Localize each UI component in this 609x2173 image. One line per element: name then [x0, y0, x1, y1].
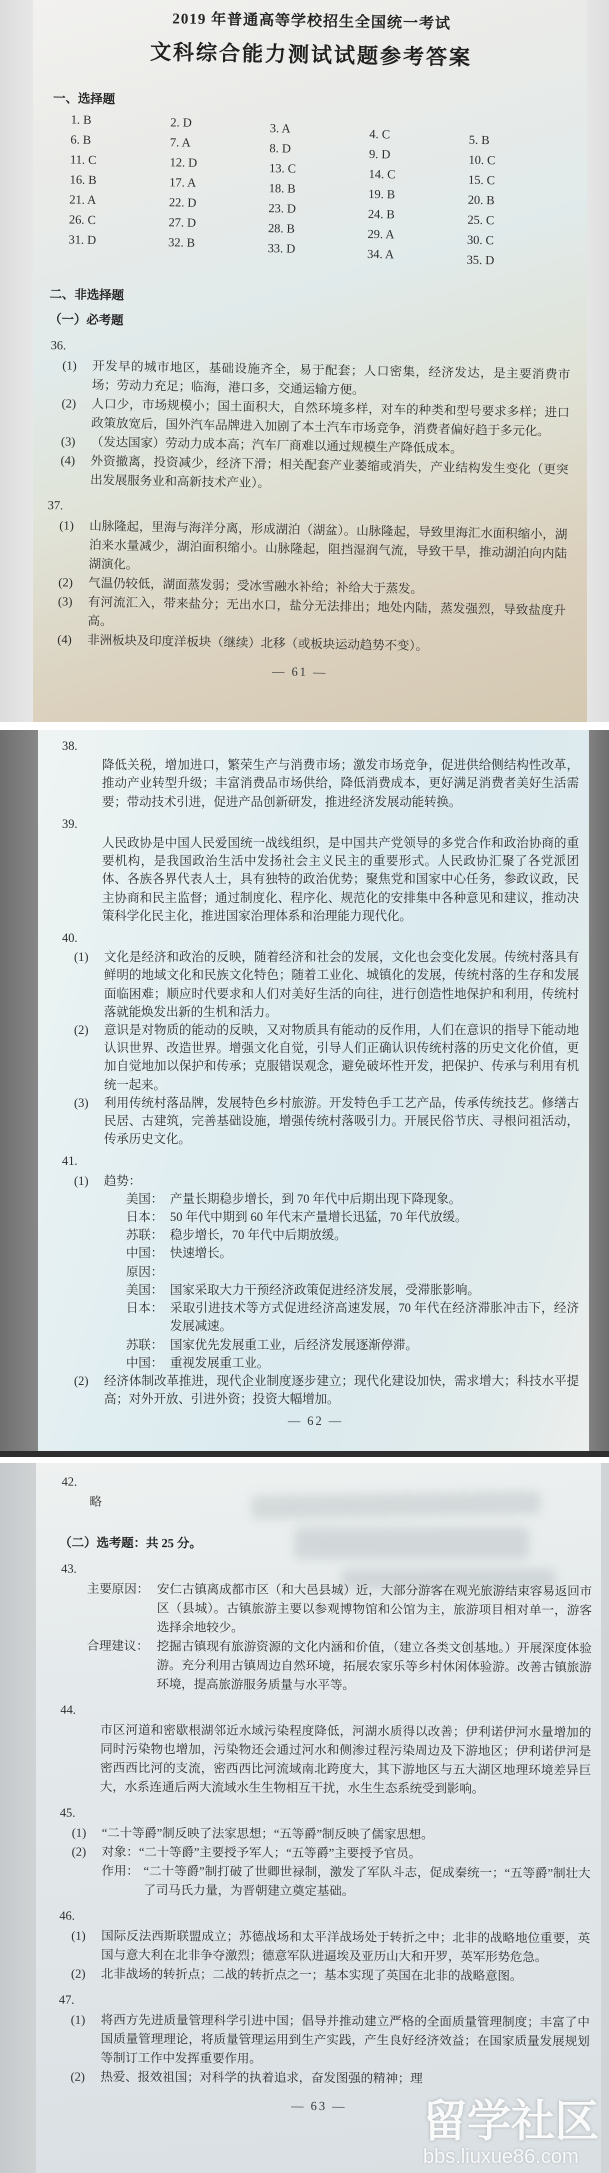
item-tag: (3) — [60, 434, 76, 449]
item-tag: (4) — [57, 632, 72, 647]
answer-text — [126, 1336, 579, 1354]
item-tag: (2) — [61, 396, 77, 411]
photo-page-61 — [0, 0, 609, 722]
answer-text — [74, 1021, 579, 1094]
item-text: 气温仍较低，湖面蒸发弱；受冰雪融水补给；补给大于蒸发。 — [88, 575, 423, 597]
answer-text — [74, 948, 579, 1021]
answer-text — [126, 1354, 579, 1372]
item-tag: 苏联： — [126, 1337, 164, 1352]
item-text: 对象：“二十等爵”主要授予军人；“五等爵”主要授予官员。 — [101, 1844, 422, 1861]
answer-text — [126, 1208, 579, 1226]
choice-answer: 33. D — [267, 241, 296, 256]
answer-text — [71, 1965, 590, 1987]
item-tag: 主要原因： — [87, 1581, 150, 1597]
answer-text — [70, 2068, 589, 2090]
item-text: 经济体制改革推进，现代企业制度逐步建立；现代化建设加快，需求增大；科技水平提高；对外开放、引进外资；投资大幅增加。 — [104, 1373, 579, 1407]
item-text: 快速增长。 — [170, 1246, 232, 1261]
choice-answer: 27. D — [168, 215, 197, 230]
item-text: 非洲板块及印度洋板块（继续）北移（或板块运动趋势不变）。 — [87, 632, 429, 654]
choice-answer: 10. C — [468, 152, 496, 168]
choice-answer: 11. C — [69, 152, 97, 167]
section-heading: （二）选考题：共 25 分。 — [59, 1535, 202, 1551]
choice-answer-column — [466, 118, 568, 273]
item-text: 山脉隆起，里海与海洋分离，形成湖泊（湖盆）。山脉隆起，导致里海汇水面积缩小，湖泊来水量减少，湖泊面积缩小。山脉隆起，阻挡湿润气流，导致干旱，推动湖泊向内陆湖演化。 — [88, 518, 568, 572]
choice-answer: 15. C — [468, 172, 496, 188]
item-text: 文化是经济和政治的反映，随着经济和社会的发展，文化也会变化发展。传统村落具有鲜明的地域文化和民族文化特色；随着工业化、城镇化的发展，传统村落的生存和发展面临困难；顺应时代要求和人们对美好生活的向往，进行创造性地保护和利用，传统村落就能焕发出新的生机和活力。 — [104, 950, 579, 1019]
choice-answer: 7. A — [169, 135, 191, 150]
answer-text — [71, 2011, 590, 2071]
choice-answer: 12. D — [169, 155, 198, 170]
item-text: 热爱、报效祖国；对科学的执着追求，奋发图强的精神；理 — [100, 2069, 423, 2086]
item-tag: (1) — [62, 358, 77, 373]
item-tag: (1) — [71, 1928, 86, 1943]
item-tag: (3) — [57, 594, 73, 609]
choice-answer: 2. D — [170, 115, 192, 130]
choice-answer: 31. D — [68, 232, 97, 247]
item-text: 北非战场的转折点；二战的转折点之一；基本实现了英国在北非的战略意图。 — [100, 1966, 523, 1984]
item-text: 开发早的城市地区，基础设施齐全，易于配套；人口密集，经济发达，是主要消费市场；劳动力充足；临海，港口多，交通运输方便。 — [91, 358, 571, 397]
item-tag: (2) — [71, 1844, 87, 1859]
photo-page-63 — [0, 1463, 609, 2173]
item-tag: 美国： — [126, 1282, 164, 1297]
choice-answer: 4. C — [369, 126, 391, 142]
item-text: 国家优先发展重工业，后经济发展逐渐停滞。 — [170, 1337, 418, 1352]
answer-text — [126, 1263, 579, 1281]
paper-63 — [36, 1463, 601, 2173]
answer-text: 降低关税，增加进口，繁荣生产与消费市场；激发市场竞争，促进供给侧结构性改革，推动产业转型升级；丰富消费品市场供给，降低消费成本，更好满足消费者美好生活需要；带动技术引进，促进产品创新研发，推进经济发展动能转换。 — [102, 758, 579, 809]
answer-text — [101, 1862, 590, 1903]
answer-text — [74, 1094, 579, 1149]
section-heading: 二、非选择题 — [49, 287, 125, 303]
choice-answer: 8. D — [269, 141, 291, 156]
choice-answer: 19. B — [368, 186, 396, 202]
choice-answer-grid — [68, 110, 569, 272]
choice-answer: 23. D — [268, 201, 297, 216]
answer-text: 略 — [89, 1494, 102, 1509]
watermark-site-url: bbs.liuxue86.com — [423, 2146, 579, 2168]
item-text — [170, 1263, 579, 1281]
choice-answer-column — [168, 112, 270, 267]
page-content-63 — [36, 1463, 601, 2117]
choice-answer: 21. A — [69, 192, 97, 207]
answer-text — [126, 1281, 579, 1299]
answer-text — [87, 1580, 592, 1640]
choice-answer: 29. A — [367, 226, 395, 242]
page-content-62 — [38, 730, 589, 1431]
question-number: 38. — [62, 739, 78, 753]
question-number: 41. — [62, 1154, 78, 1169]
choice-answer: 35. D — [466, 252, 495, 268]
choice-answer: 22. D — [168, 195, 197, 210]
question-number: 36. — [50, 338, 67, 353]
answer-text: 人民政协是中国人民爱国统一战线组织，是中国共产党领导的多党合作和政治协商的重要机构，是我国政治生活中发扬社会主义民主的重要形式。人民政协汇聚了各党派团体、各族各界代表人士，具有独特的政治优势；聚焦党和国家中心任务，参政议政，民主协商和民主监督；通过制度化、程序化、规范化的安排集中各种意见和建议，推动决策科学化民主化，推进国家治理体系和治理能力现代化。 — [102, 836, 579, 923]
choice-answer: 14. C — [368, 166, 396, 182]
question-number: 45. — [59, 1805, 76, 1820]
question-number: 44. — [60, 1702, 76, 1717]
item-tag: 原因： — [126, 1264, 164, 1279]
choice-answer: 13. C — [269, 161, 297, 176]
question-number: 47. — [58, 1992, 75, 2007]
question-number: 40. — [62, 931, 78, 946]
item-text: 有河流汇入，带来盐分；无出水口，盐分无法排出；地处内陆，蒸发强烈，导致盐度升高。 — [87, 594, 567, 629]
paper-62 — [38, 730, 589, 1451]
choice-answer: 3. A — [269, 121, 291, 136]
item-tag: (2) — [70, 1966, 86, 1981]
watermark — [423, 2099, 599, 2169]
choice-answer: 30. C — [466, 232, 495, 248]
answer-text — [86, 1637, 591, 1697]
item-text: “二十等爵”制打破了世卿世禄制，激发了军队斗志，促成秦统一；“五等爵”制壮大了司马氏力量，为晋朝建立奠定基础。 — [143, 1864, 591, 1899]
item-text: 趋势： — [104, 1173, 142, 1188]
choice-answer: 18. B — [268, 181, 296, 196]
page-number: — 63 — — [291, 2098, 347, 2114]
item-tag: 中国： — [126, 1355, 164, 1370]
choice-answer: 5. B — [468, 132, 490, 148]
choice-answer-column — [267, 114, 369, 269]
page-number: — 61 — — [271, 664, 328, 680]
item-text: 人口少，市场规模小；国土面积大，自然环境多样，对车的种类和型号要求多样；进口政策放宽后，国外汽车品牌进入加剧了本土汽车市场竞争，消费者偏好趋于多元化。 — [91, 396, 570, 439]
item-tag: 合理建议： — [86, 1638, 149, 1654]
item-tag: (2) — [74, 1373, 89, 1388]
choice-answer-column — [68, 110, 170, 265]
item-tag: 日本： — [126, 1301, 164, 1316]
item-text: 重视发展重工业。 — [170, 1355, 270, 1370]
choice-answer: 34. A — [367, 246, 395, 262]
answer-text — [74, 1372, 579, 1408]
question-number: 43. — [61, 1561, 77, 1576]
question-number: 37. — [47, 498, 64, 513]
answer-text — [126, 1244, 579, 1262]
answer-text — [58, 516, 567, 582]
item-text: 意识是对物质的能动的反映，又对物质具有能动的反作用，人们在意识的指导下能动地认识世界、改造世界。增强文化自觉，引导人们正确认识传统村落的历史文化价值，更加自觉地加以保护和传承；克服错误观念，避免破坏性开发，把保护、传承与利用有机统一起来。 — [104, 1023, 579, 1092]
item-tag: (2) — [58, 575, 73, 590]
item-text: 利用传统村落品牌，发展特色乡村旅游。开发特色手工艺产品，传承传统技艺。修缮古民居、古建筑，完善基础设施，增强传统村落吸引力。开展民俗节庆、寻根问祖活动，传承历史文化。 — [104, 1095, 579, 1147]
choice-answer-column — [367, 116, 469, 271]
choice-answer: 20. B — [467, 192, 495, 208]
item-tag: (1) — [74, 950, 89, 965]
question-number: 46. — [59, 1908, 75, 1923]
item-tag: 美国： — [126, 1191, 164, 1206]
item-tag: 中国： — [126, 1246, 164, 1261]
choice-answer: 25. C — [467, 212, 495, 228]
question-number: 39. — [62, 816, 78, 831]
answer-text — [74, 1172, 579, 1190]
choice-answer: 32. B — [168, 235, 196, 250]
item-text: 外资撤离，投资减少，经济下滑；相关配套产业萎缩或消失，产业结构发生变化（更突出发展服务业和高新技术产业）。 — [90, 453, 569, 491]
item-tag: (4) — [60, 453, 76, 468]
section-heading: 一、选择题 — [53, 91, 116, 107]
question-number: 42. — [61, 1474, 78, 1489]
section-heading: （一）必考题 — [49, 312, 124, 328]
item-tag: 作用： — [101, 1863, 139, 1879]
choice-answer: 28. B — [267, 221, 296, 236]
choice-answer: 16. B — [69, 172, 97, 187]
answer-text — [126, 1190, 579, 1208]
item-tag: 日本： — [126, 1210, 164, 1225]
answer-text — [126, 1299, 579, 1335]
answer-text — [60, 451, 569, 498]
page-number: — 62 — — [287, 1414, 344, 1429]
watermark-site-name: 留学社区 — [423, 2097, 599, 2146]
item-tag: (1) — [74, 1173, 89, 1188]
item-text: “二十等爵”制反映了法家思想；“五等爵”制反映了儒家思想。 — [101, 1825, 434, 1842]
item-text: 国际反法西斯联盟成立；苏德战场和太平洋战场处于转折之中；北非的战略地位重要，英国与意大利在北非争夺激烈；德意军队进逼埃及亚历山大和开罗，英军形势危急。 — [101, 1928, 591, 1965]
item-text: 将西方先进质量管理科学引进中国；倡导并推动建立严格的全面质量管理制度；丰富了中国质量管理理论，将质量管理运用到生产实践，产生良好经济效益；在国家质量发展规划等制订工作中发挥重要作用。 — [100, 2012, 590, 2066]
choice-answer: 6. B — [70, 132, 92, 147]
item-text: 50 年代中期到 60 年代末产量增长迅猛，70 年代放缓。 — [170, 1210, 468, 1225]
choice-answer: 1. B — [70, 112, 92, 127]
item-text: 稳步增长，70 年代中后期放缓。 — [170, 1228, 347, 1243]
item-tag: (1) — [70, 2012, 86, 2027]
item-text: 挖掘古镇现有旅游资源的文化内涵和价值，（建立各类文创基地。）开展深度体验游。充分利用古镇周边自然环境，拓展农家乐等乡村休闲体验游。改善古镇旅游环境，提高旅游服务质量与水平等。 — [156, 1639, 592, 1693]
item-text: （发达国家）劳动力成本高；汽车厂商难以通过规模生产降低成本。 — [90, 434, 463, 456]
item-text: 国家采取大力干预经济政策促进经济发展，受滞胀影响。 — [170, 1282, 480, 1297]
choice-answer: 26. C — [68, 212, 96, 227]
item-tag: (2) — [70, 2069, 85, 2084]
item-text: 安仁古镇离成都市区（和大邑县城）近，大部分游客在观光旅游结束容易返回市区（县城）。古镇旅游主要以参观博物馆和公馆为主，旅游项目相对单一，游客选择余地较少。 — [156, 1582, 593, 1635]
photo-page-62 — [0, 730, 609, 1457]
paper-61 — [33, 0, 587, 722]
choice-answer: 17. A — [169, 175, 197, 190]
choice-answer: 24. B — [367, 206, 395, 222]
item-text: 采取引进技术等方式促进经济高速发展，70 年代在经济滞胀冲击下，经济发展减速。 — [170, 1301, 579, 1334]
doc-title-line1: 2019 年普通高等学校招生全国统一考试 — [172, 11, 452, 33]
item-tag: 苏联： — [126, 1228, 164, 1243]
answer-text — [126, 1226, 579, 1244]
answer-text: 市区河道和密歇根湖邻近水域污染程度降低，河湖水质得以改善；伊利诺伊河水量增加的同时污染物也增加，污染物还会通过河水和侧渗过程污染周边及下游地区；伊利诺伊河是密西西比河的支流，密西西比河流域南北跨度大，其下游地区与五大湖区地理环境差异巨大，水系连通后两大流域水生生物相互干扰，水生生态系统受到影响。 — [99, 1722, 592, 1796]
answer-text — [71, 1927, 590, 1968]
item-tag: (1) — [71, 1825, 87, 1840]
item-text: 产量长期稳步增长，到 70 年代中后期出现下降现象。 — [170, 1191, 462, 1206]
choice-answer: 9. D — [368, 146, 391, 162]
item-tag: (3) — [74, 1095, 89, 1110]
item-tag: (2) — [74, 1023, 89, 1038]
doc-title-line2: 文科综合能力测试试题参考答案 — [149, 39, 473, 70]
page-content-61 — [33, 0, 587, 687]
item-tag: (1) — [59, 518, 74, 533]
